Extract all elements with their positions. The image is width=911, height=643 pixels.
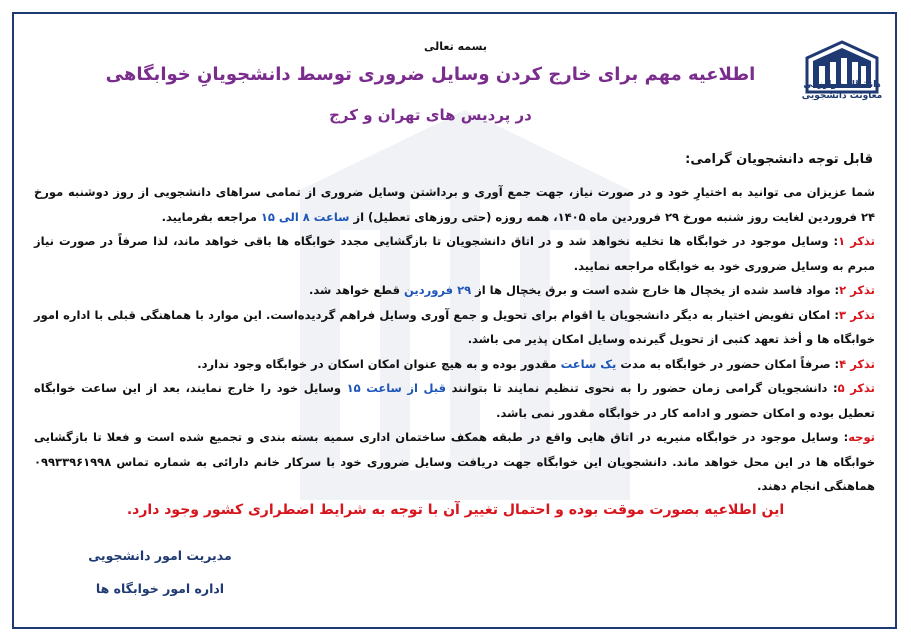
attention-text: : وسایل موجود در خوابگاه منیریه در اتاق هایی واقع در طبقه همکف ساختمان اداری سمیه بسته بندی و تجمیع شده است و فعلا تا بازگشایی خوابگاه ها در این محل خواهد ماند. دانشجویان این خوابگاه جهت دریافت وسایل ضروری خود با سرکار خانم دارائی به شماره تماس ۰۹۹۳۳۹۶۱۹۹۸ هماهنگی انجام دهند. <box>34 430 875 493</box>
note-5-text-end: وسایل خود را خارج نمایند، بعد از این ساعت خوابگاه تعطیل بوده و امکان حضور و ادامه کار در خوابگاه مقدور نمی باشد. <box>34 381 875 420</box>
note-2 <box>34 278 875 303</box>
note-5-text: : دانشجویان گرامی زمان حضور را به نحوی تنظیم نمایند تا بتوانند <box>446 381 838 395</box>
signature-student-affairs: مدیریت امور دانشجویی <box>88 548 232 563</box>
page-subtitle: در پردیس های تهران و کرج <box>329 106 532 124</box>
announcement-body <box>34 180 875 499</box>
note-3-label: تذکر ۳ <box>838 307 875 322</box>
salutation: قابل توجه دانشجویان گرامی: <box>685 152 873 167</box>
note-2-text: : مواد فاسد شده از یخچال ها خارج شده است و برق یخچال ها از <box>471 283 840 297</box>
note-4-text-end: مقدور بوده و به هیچ عنوان امکان اسکان در خوابگاه وجود ندارد. <box>197 356 561 371</box>
intro-text-end: مراجعه بفرمایید. <box>161 209 261 224</box>
note-attention <box>34 425 875 499</box>
intro-text: شما عزیزان می توانید به اختیارِ خود و در صورت نیاز، جهت جمع آوری و برداشتن وسایل ضروری از تمامی سراهای دانشجویی از روز دوشنبه مورخ ۲۴ فروردین لغایت روز شنبه مورخ ۲۹ فروردین ماه ۱۴۰۵، همه روزه (حتی روزهای تعطیل) از <box>34 185 875 224</box>
note-5 <box>34 376 875 425</box>
basmala: بسمه تعالی <box>424 40 487 53</box>
intro-hours-highlight: ساعت ۸ الی ۱۵ <box>260 209 350 224</box>
note-1-label: تذکر ۱ <box>838 234 875 248</box>
note-2-label: تذکر ۲ <box>839 283 875 297</box>
note-1 <box>34 229 875 278</box>
signature-dormitory-office: اداره امور خوابگاه ها <box>95 581 225 596</box>
note-2-text-end: قطع خواهد شد. <box>309 283 405 297</box>
logo-department-name: معاونت دانشجویی <box>801 91 883 101</box>
note-5-time-highlight: قبل از ساعت ۱۵ <box>346 381 447 395</box>
note-4-duration-highlight: یک ساعت <box>560 356 617 371</box>
note-4 <box>34 352 875 377</box>
note-3-text: : امکان تفویض اختیار به دیگر دانشجویان یا اقوام برای تحویل و جمع آوری وسایل فراهم گردیده‌است. این موارد با هماهنگی قبلی با اداره امور خوابگاه ها و أخذ تعهد کتبی از تحویل گیرنده وسایل امکان پذیر می باشد. <box>34 307 875 346</box>
note-4-text: : صرفاً امکان حضور در خوابگاه به مدت <box>616 356 840 371</box>
logo-university-name: دانشگاه خوارزمی <box>803 80 881 90</box>
attention-label: توجه <box>848 430 875 444</box>
temporary-notice: این اطلاعیه بصورت موقت بوده و احتمال تغییر آن با توجه به شرایط اضطراری کشور وجود دارد. <box>126 502 785 518</box>
note-4-label: تذکر ۴ <box>839 356 875 371</box>
note-3 <box>34 303 875 352</box>
page-title: اطلاعیه مهم برای خارج کردن وسایل ضروری توسط دانشجویانِ خوابگاهی <box>105 64 756 85</box>
logo-caption <box>801 80 883 102</box>
note-1-text: : وسایل موجود در خوابگاه ها تخلیه نخواهد شد و در اتاق دانشجویان تا بازگشایی مجدد خوابگاه ها باقی خواهد ماند، لذا صرفاً در صورت نیاز مبرم به وسایل ضروری خود به خوابگاه مراجعه نمایید. <box>34 234 875 273</box>
note-2-date-highlight: ۲۹ فروردین <box>404 283 472 297</box>
note-5-label: تذکر ۵ <box>837 381 875 395</box>
intro-paragraph <box>34 180 875 229</box>
